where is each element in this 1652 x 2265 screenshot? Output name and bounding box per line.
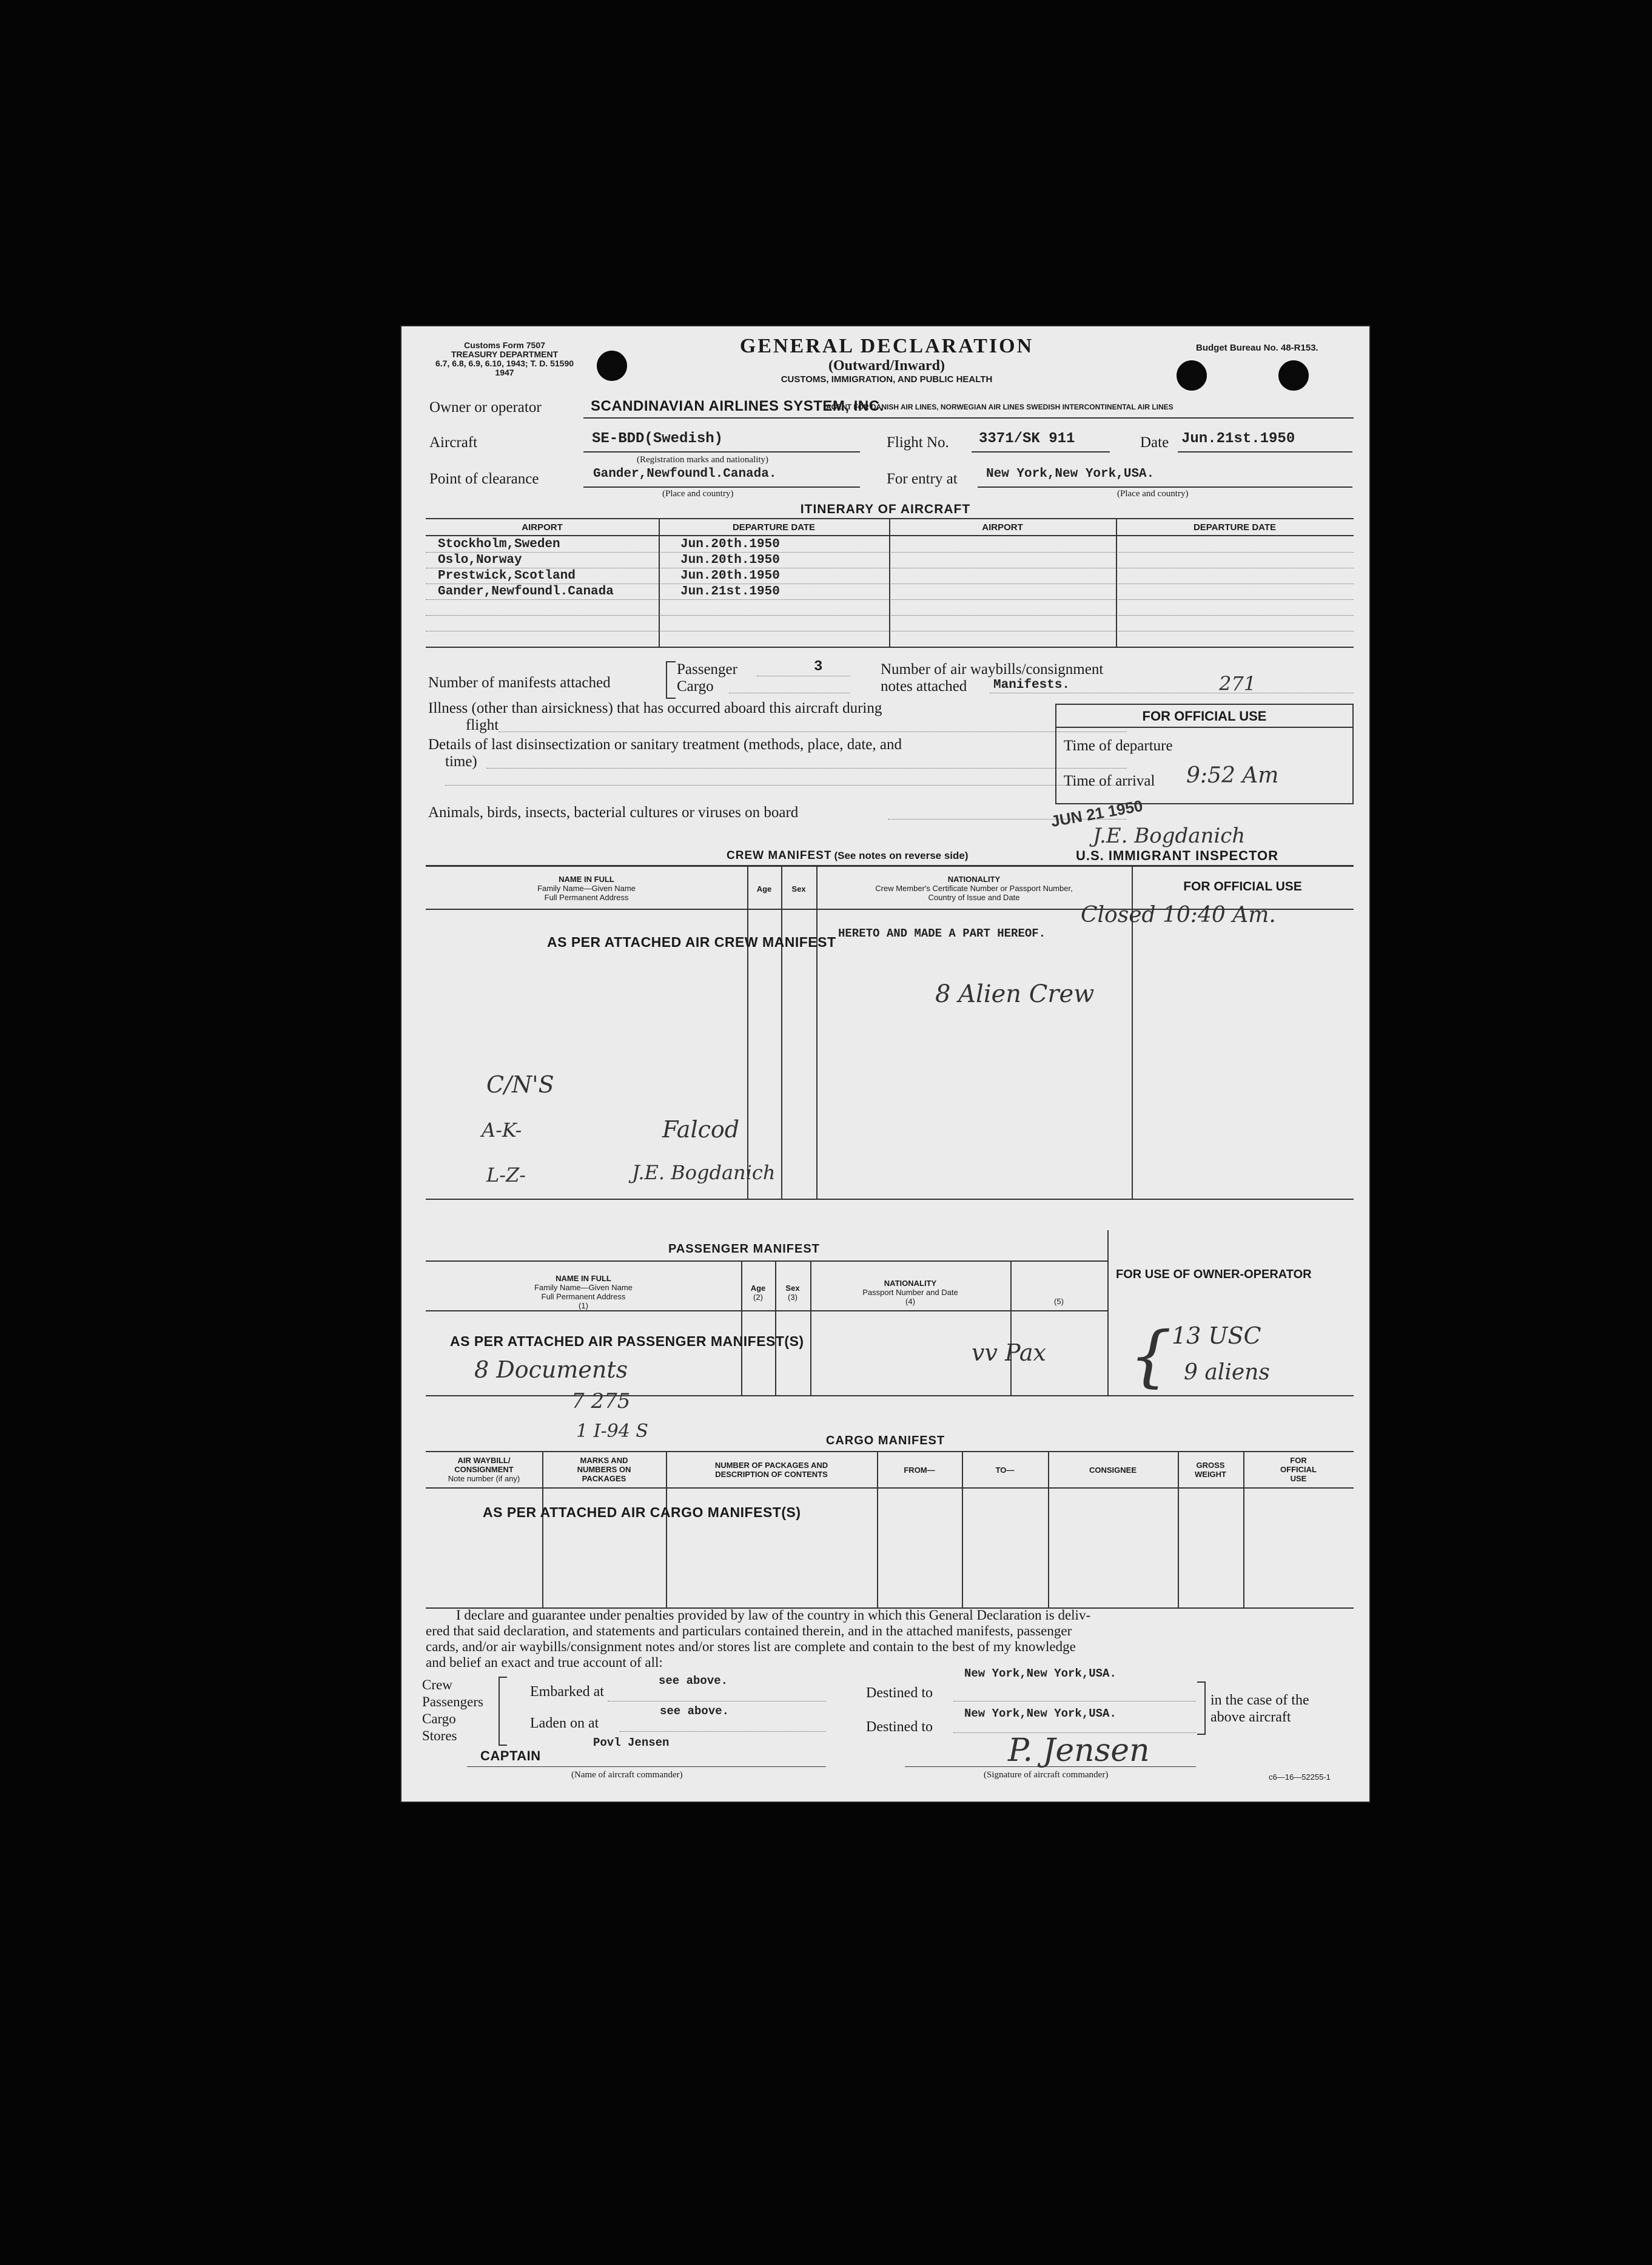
department: TREASURY DEPARTMENT bbox=[451, 349, 559, 359]
passenger-col-age-line: (2) bbox=[753, 1293, 763, 1302]
cargo-col-official bbox=[1243, 1456, 1354, 1483]
case-label-1: in the case of the bbox=[1210, 1692, 1309, 1708]
date-stamp: JUN 21 1950 bbox=[1049, 796, 1144, 831]
crew-title: CREW MANIFEST bbox=[727, 849, 832, 862]
title-block bbox=[656, 335, 1117, 385]
crew-title-block bbox=[727, 849, 969, 863]
destined-value-2: New York,New York,USA. bbox=[964, 1707, 1116, 1720]
official-use-title: FOR OFFICIAL USE bbox=[1142, 708, 1267, 724]
arrival-time-value: 9:52 Am bbox=[1186, 763, 1279, 788]
crew-cn-note: C/N'S bbox=[486, 1071, 554, 1098]
category-cargo: Cargo bbox=[422, 1711, 456, 1726]
crew-col-name-line: Full Permanent Address bbox=[544, 893, 629, 902]
itinerary-airport: Gander,Newfoundl.Canada bbox=[438, 585, 614, 599]
cargo-col-official-line: FOR bbox=[1290, 1456, 1307, 1465]
passenger-col-sex bbox=[775, 1284, 810, 1302]
crew-attached-text: AS PER ATTACHED AIR CREW MANIFEST bbox=[547, 934, 836, 950]
punch-hole bbox=[1177, 360, 1207, 391]
declaration-line: and belief an exact and true account of all: bbox=[426, 1655, 663, 1670]
cargo-col-marks-line: MARKS AND bbox=[580, 1456, 628, 1465]
form-year: 1947 bbox=[495, 368, 514, 377]
itinerary-col-airport: AIRPORT bbox=[522, 522, 563, 533]
cargo-col-waybill-line: AIR WAYBILL/ bbox=[457, 1456, 511, 1465]
crew-col-sex: Sex bbox=[791, 884, 806, 894]
flight-value: 3371/SK 911 bbox=[979, 431, 1075, 447]
passenger-i275-note: 7 275 bbox=[571, 1389, 631, 1413]
crew-col-name bbox=[426, 875, 747, 902]
waybills-label: Number of air waybills/consignment bbox=[881, 661, 1104, 678]
form-id-block bbox=[426, 341, 583, 377]
cargo-col-packages-line: DESCRIPTION OF CONTENTS bbox=[715, 1470, 828, 1479]
cargo-col-waybill-line: Note number (if any) bbox=[448, 1474, 520, 1483]
passenger-col-name-line: NAME IN FULL bbox=[556, 1274, 611, 1283]
passenger-col-sex-line: (3) bbox=[788, 1293, 797, 1302]
aircraft-label: Aircraft bbox=[429, 434, 478, 451]
manifest-cargo-label: Cargo bbox=[677, 678, 714, 695]
page-title: GENERAL DECLARATION bbox=[739, 335, 1034, 357]
itinerary-col-departure-2: DEPARTURE DATE bbox=[1193, 522, 1277, 533]
itinerary-airport: Stockholm,Sweden bbox=[438, 537, 560, 551]
cargo-col-marks bbox=[542, 1456, 666, 1483]
itinerary-airport: Oslo,Norway bbox=[438, 553, 522, 567]
passenger-col-name-line: (1) bbox=[579, 1301, 588, 1310]
crew-col-name-line: Family Name—Given Name bbox=[537, 884, 636, 893]
cargo-col-marks-line: PACKAGES bbox=[582, 1474, 626, 1483]
itinerary-col-airport-2: AIRPORT bbox=[982, 522, 1023, 533]
aircraft-note: (Registration marks and nationality) bbox=[637, 455, 769, 465]
destined-label-2: Destined to bbox=[866, 1719, 933, 1735]
punch-hole bbox=[1278, 360, 1309, 391]
cargo-col-marks-line: NUMBERS ON bbox=[577, 1465, 631, 1474]
crew-col-name-line: NAME IN FULL bbox=[559, 875, 614, 884]
crew-lz-note: L-Z- bbox=[486, 1163, 526, 1186]
crew-col-nationality bbox=[816, 875, 1132, 902]
laden-label: Laden on at bbox=[530, 1715, 599, 1731]
crew-col-age: Age bbox=[756, 884, 772, 894]
manifest-passenger-label: Passenger bbox=[677, 661, 737, 678]
crew-ak-note: A-K- bbox=[482, 1119, 522, 1142]
passenger-col-nat-line: (4) bbox=[905, 1297, 915, 1306]
itinerary-date: Jun.20th.1950 bbox=[680, 553, 780, 567]
departure-time-label: Time of departure bbox=[1064, 738, 1173, 754]
inspector-stamp: U.S. IMMIGRANT INSPECTOR bbox=[1076, 848, 1279, 863]
illness-label: Illness (other than airsickness) that has occurred aboard this aircraft during bbox=[428, 700, 882, 716]
general-declaration-form bbox=[401, 326, 1369, 1802]
crew-col-nat-line: Crew Member's Certificate Number or Passport Number, bbox=[875, 884, 1073, 893]
entry-label: For entry at bbox=[887, 471, 958, 487]
passenger-brace: { bbox=[1129, 1317, 1172, 1395]
manifests-label: Number of manifests attached bbox=[428, 675, 611, 691]
passenger-owner-operator: FOR USE OF OWNER-OPERATOR bbox=[1116, 1268, 1312, 1281]
animals-label: Animals, birds, insects, bacterial cultures or viruses on board bbox=[428, 804, 799, 821]
category-stores: Stores bbox=[422, 1728, 457, 1743]
disinsect-label: Details of last disinsectization or sanitary treatment (methods, place, date, and bbox=[428, 736, 902, 753]
captain-signature-note: (Signature of aircraft commander) bbox=[984, 1770, 1109, 1780]
illness-label-2: flight bbox=[466, 717, 499, 733]
page-subtitle: (Outward/Inward) bbox=[828, 358, 945, 374]
passenger-col-name-line: Full Permanent Address bbox=[541, 1292, 626, 1301]
cargo-col-consignee: CONSIGNEE bbox=[1089, 1466, 1137, 1475]
crew-ak-signature: Falcod bbox=[662, 1116, 740, 1143]
passenger-col-nationality bbox=[810, 1279, 1010, 1306]
captain-label: CAPTAIN bbox=[480, 1748, 541, 1763]
embarked-label: Embarked at bbox=[530, 1684, 604, 1700]
itinerary-date: Jun.21st.1950 bbox=[680, 585, 780, 599]
laden-value: see above. bbox=[660, 1705, 730, 1718]
clearance-label: Point of clearance bbox=[429, 471, 539, 487]
punch-hole bbox=[597, 351, 627, 381]
declaration-categories bbox=[422, 1677, 483, 1745]
entry-value: New York,New York,USA. bbox=[986, 467, 1155, 481]
owner-label: Owner or operator bbox=[429, 399, 542, 416]
print-code: c6—16—52255-1 bbox=[1269, 1772, 1331, 1782]
destined-label-1: Destined to bbox=[866, 1685, 933, 1701]
cargo-col-official-line: USE bbox=[1290, 1474, 1307, 1483]
itinerary-col-departure: DEPARTURE DATE bbox=[732, 522, 816, 533]
budget-number: Budget Bureau No. 48-R153. bbox=[1196, 343, 1318, 353]
crew-lz-signature: J.E. Bogdanich bbox=[632, 1161, 776, 1184]
passenger-pax-note: vv Pax bbox=[972, 1339, 1046, 1366]
form-references: 6.7, 6.8, 6.9, 6.10, 1943; T. D. 51590 bbox=[435, 358, 574, 368]
category-crew: Crew bbox=[422, 1677, 452, 1692]
passenger-col-age-line: Age bbox=[750, 1284, 766, 1293]
embarked-value: see above. bbox=[659, 1674, 728, 1688]
cargo-col-official-line: OFFICIAL bbox=[1280, 1465, 1317, 1474]
flight-label: Flight No. bbox=[887, 434, 949, 451]
destined-value-1: New York,New York,USA. bbox=[964, 1667, 1116, 1680]
aircraft-value: SE-BDD(Swedish) bbox=[592, 431, 724, 447]
category-passengers: Passengers bbox=[422, 1694, 483, 1709]
cargo-col-waybill bbox=[426, 1456, 542, 1483]
passenger-col-age bbox=[741, 1284, 775, 1302]
crew-col-official: FOR OFFICIAL USE bbox=[1183, 880, 1302, 894]
passenger-i94-note: 1 I-94 S bbox=[576, 1421, 648, 1442]
owner-agent: AGENT FOR DANISH AIR LINES, NORWEGIAN AIR LINES SWEDISH INTERCONTINENTAL AIR LINES bbox=[826, 403, 1174, 411]
passenger-alien-count: 9 aliens bbox=[1184, 1360, 1270, 1385]
itinerary-airport: Prestwick,Scotland bbox=[438, 569, 576, 583]
crew-hereto-text: HERETO AND MADE A PART HEREOF. bbox=[838, 927, 1046, 940]
passenger-col-name bbox=[426, 1274, 741, 1310]
form-number: Customs Form 7507 bbox=[464, 340, 545, 350]
entry-note: (Place and country) bbox=[1117, 489, 1189, 499]
clearance-value: Gander,Newfoundl.Canada. bbox=[593, 467, 777, 481]
cargo-col-waybill-line: CONSIGNMENT bbox=[454, 1465, 514, 1474]
itinerary-title: ITINERARY OF AIRCRAFT bbox=[800, 502, 971, 516]
captain-name-note: (Name of aircraft commander) bbox=[571, 1770, 683, 1780]
passenger-col-nat-line: NATIONALITY bbox=[884, 1279, 937, 1288]
passenger-attached-text: AS PER ATTACHED AIR PASSENGER MANIFEST(S) bbox=[450, 1333, 804, 1349]
waybills-count: 271 bbox=[1219, 672, 1257, 695]
crew-col-nat-line: NATIONALITY bbox=[947, 875, 1001, 884]
inspector-signature: J.E. Bogdanich bbox=[1093, 824, 1246, 848]
captain-name: Povl Jensen bbox=[593, 1736, 670, 1749]
declaration-line: ered that said declaration, and statements and particulars contained therein, and in the attached manifests, passenger bbox=[426, 1623, 1072, 1638]
waybills-label-2: notes attached bbox=[881, 678, 967, 695]
passenger-usc-count: 13 USC bbox=[1172, 1322, 1261, 1349]
itinerary-date: Jun.20th.1950 bbox=[680, 537, 780, 551]
cargo-col-packages bbox=[666, 1461, 877, 1479]
official-use-box bbox=[1055, 704, 1354, 804]
cargo-col-gross bbox=[1178, 1461, 1243, 1479]
owner-value: SCANDINAVIAN AIRLINES SYSTEM, INC. bbox=[591, 398, 884, 414]
cargo-col-gross-line: GROSS bbox=[1196, 1461, 1225, 1470]
manifest-passenger-value: 3 bbox=[814, 659, 823, 675]
declaration-text bbox=[426, 1607, 1354, 1671]
case-label-2: above aircraft bbox=[1210, 1709, 1291, 1725]
page-subtitle2: CUSTOMS, IMMIGRATION, AND PUBLIC HEALTH bbox=[781, 374, 993, 385]
arrival-time-label: Time of arrival bbox=[1064, 773, 1155, 789]
passenger-col-sex-line: Sex bbox=[785, 1284, 800, 1293]
date-label: Date bbox=[1140, 434, 1169, 451]
cargo-title: CARGO MANIFEST bbox=[825, 1434, 945, 1447]
passenger-documents-note: 8 Documents bbox=[474, 1356, 628, 1383]
itinerary-date: Jun.20th.1950 bbox=[680, 569, 780, 583]
declaration-line: cards, and/or air waybills/consignment notes and/or stores list are complete and contain to the best of my knowledge bbox=[426, 1639, 1076, 1654]
cargo-col-packages-line: NUMBER OF PACKAGES AND bbox=[714, 1461, 828, 1470]
cargo-col-to: TO— bbox=[995, 1466, 1015, 1475]
passenger-col-5: (5) bbox=[1054, 1297, 1064, 1306]
crew-closed-note: Closed 10:40 Am. bbox=[1081, 903, 1276, 927]
cargo-attached-text: AS PER ATTACHED AIR CARGO MANIFEST(S) bbox=[483, 1504, 801, 1520]
cargo-col-from: FROM— bbox=[904, 1466, 935, 1475]
passenger-col-name-line: Family Name—Given Name bbox=[534, 1283, 633, 1292]
crew-note: (See notes on reverse side) bbox=[834, 850, 969, 861]
passenger-title: PASSENGER MANIFEST bbox=[668, 1242, 820, 1256]
captain-signature: P. Jensen bbox=[1008, 1732, 1150, 1769]
passenger-col-nat-line: Passport Number and Date bbox=[862, 1288, 958, 1297]
disinsect-label-2: time) bbox=[445, 753, 477, 770]
declaration-line: I declare and guarantee under penalties provided by law of the country in which this General Declaration is deliv- bbox=[456, 1607, 1091, 1623]
waybills-value: Manifests. bbox=[993, 678, 1070, 692]
crew-alien-note: 8 Alien Crew bbox=[935, 980, 1095, 1008]
date-value: Jun.21st.1950 bbox=[1181, 431, 1295, 447]
cargo-col-gross-line: WEIGHT bbox=[1195, 1470, 1226, 1479]
clearance-note: (Place and country) bbox=[662, 489, 734, 499]
crew-col-nat-line: Country of Issue and Date bbox=[928, 893, 1020, 902]
